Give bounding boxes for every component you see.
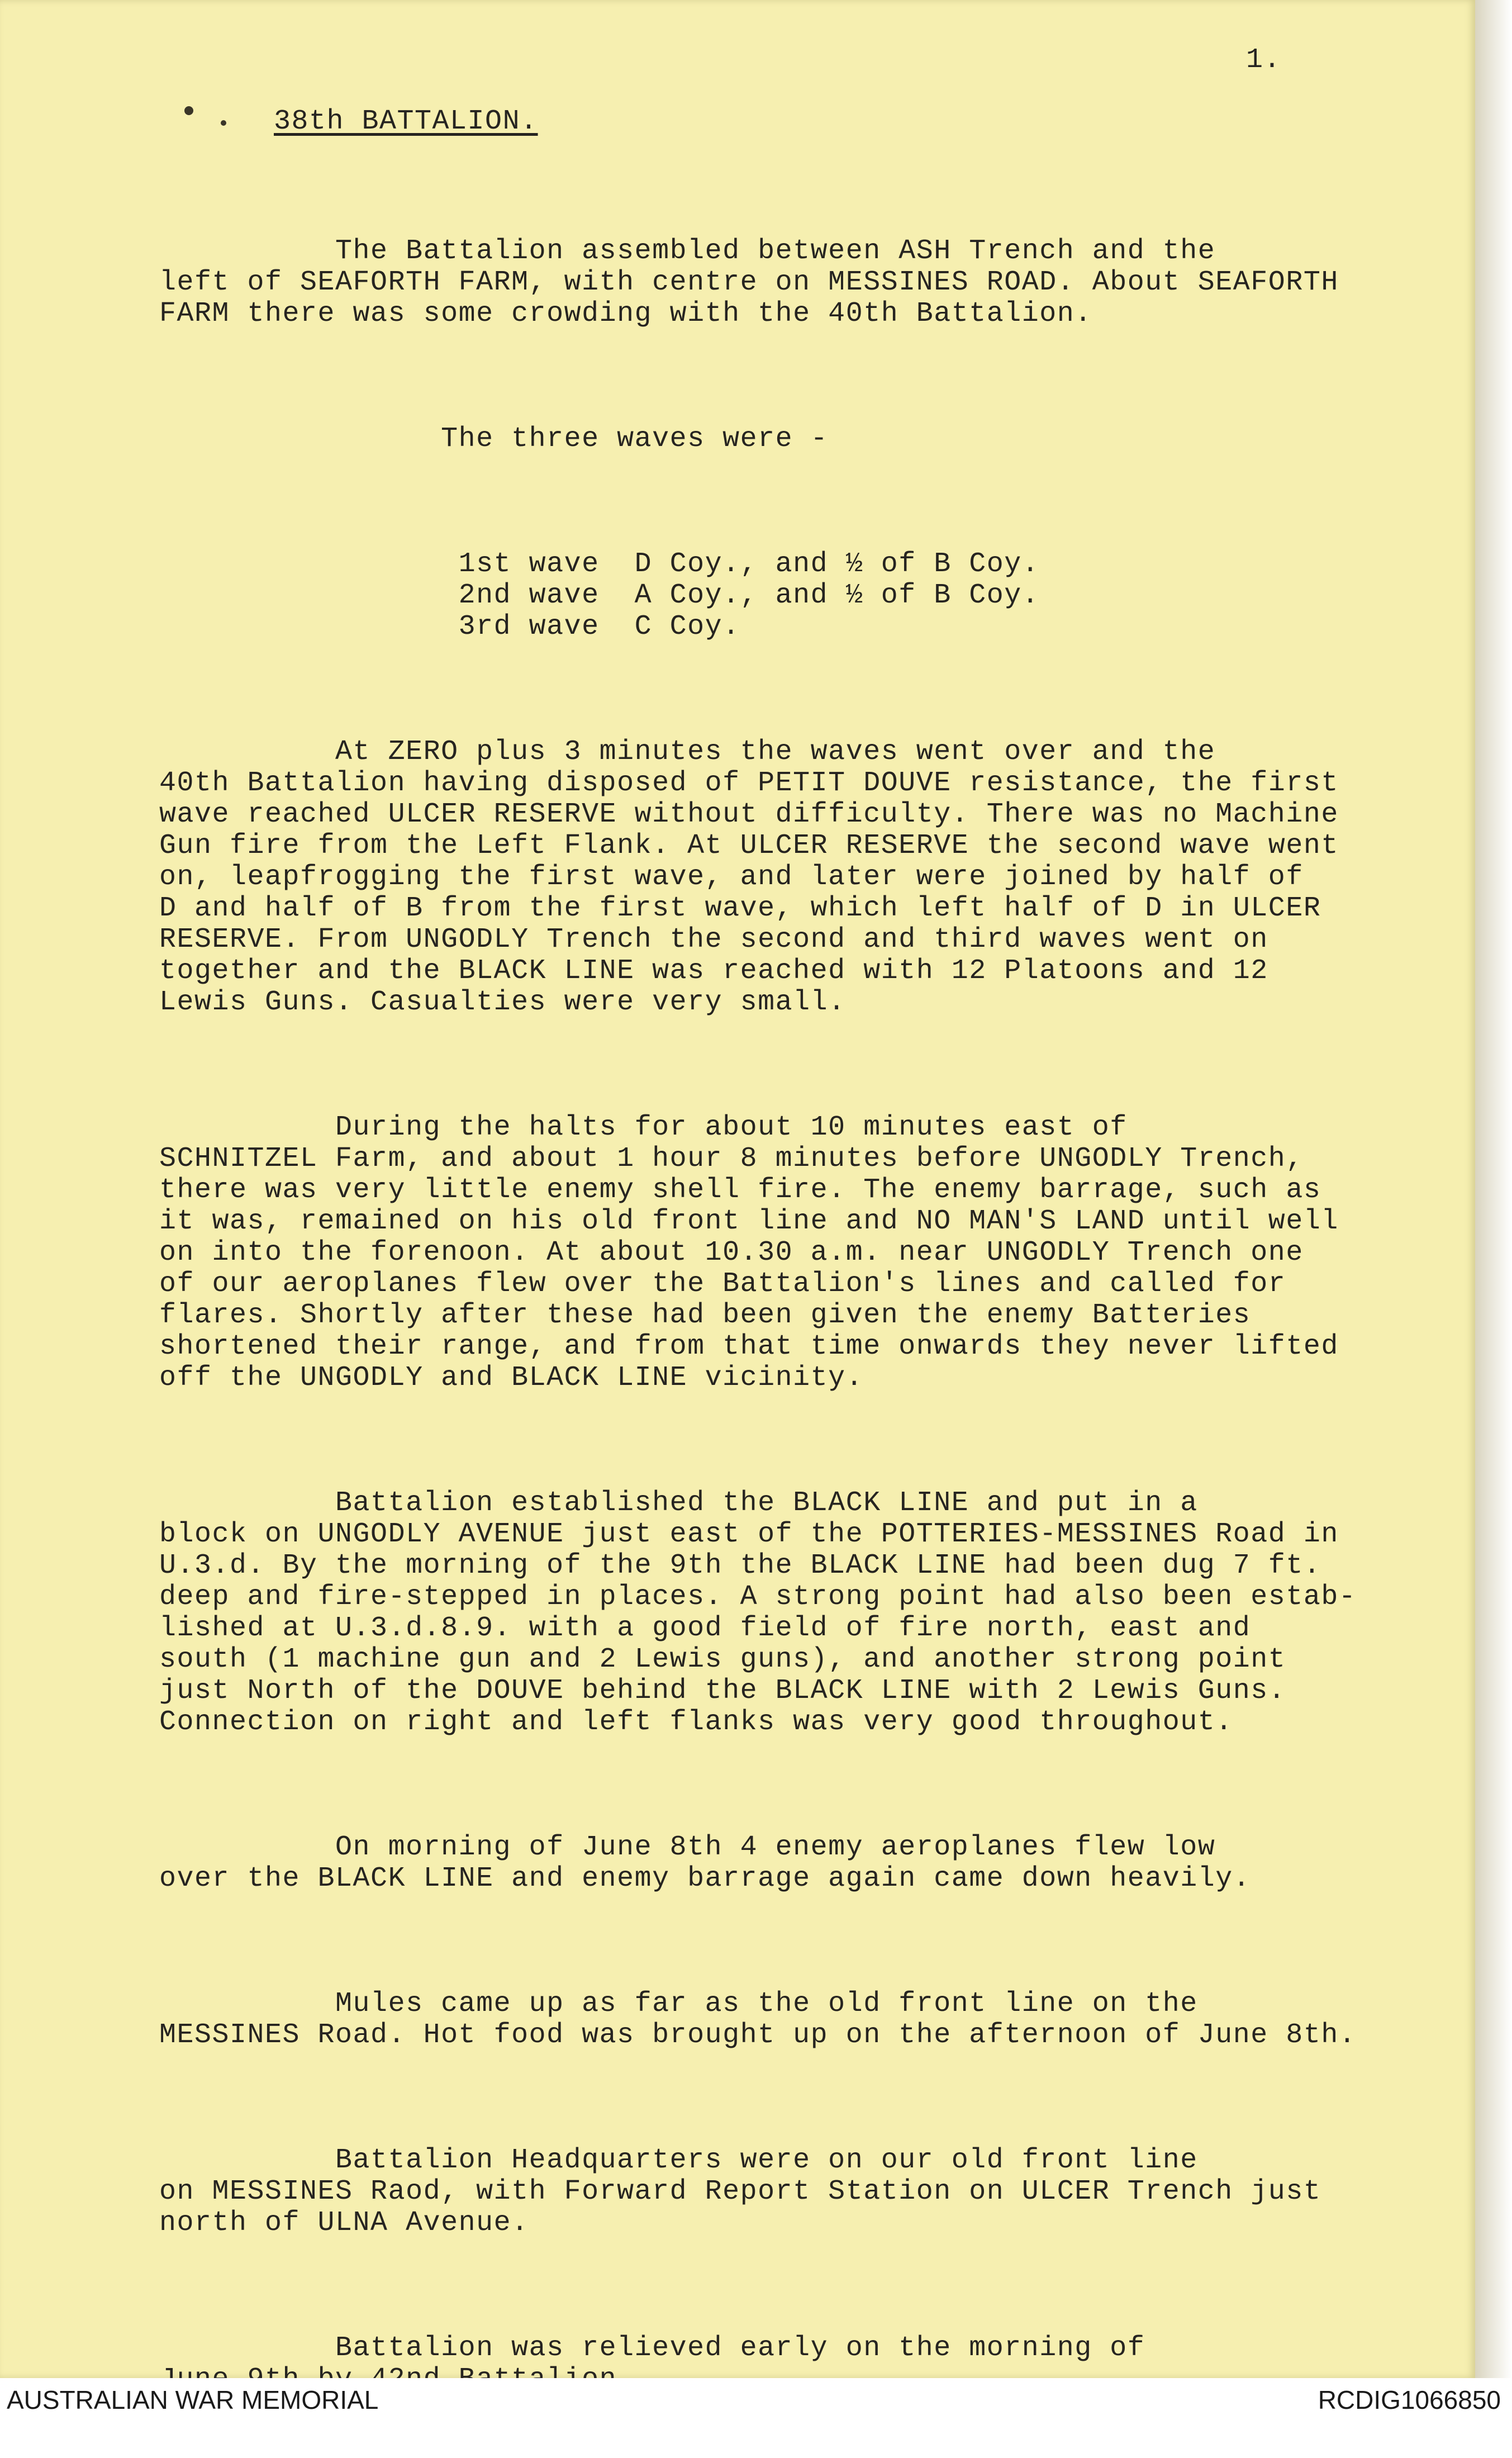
footer-credit: AUSTRALIAN WAR MEMORIAL	[7, 2385, 379, 2414]
footer-bar	[0, 2378, 1512, 2423]
ink-spot	[184, 106, 193, 115]
paragraph-black-line: Battalion established the BLACK LINE and put in a block on UNGODLY AVENUE just east of the POTTERIES-MESSINES Road in U.3.d. By the morning of the 9th the BLACK LINE had been dug 7 ft. deep and fire-stepped in places. A strong point had also been estab- lished at U.3.d.8.9. with a good field of fire north, east and south (1 machine gun and 2 Lewis guns), and another strong point just North of the DOUVE behind the BLACK LINE with 2 Lewis Guns. Connection on right and left flanks was very good throughout.	[159, 1487, 1357, 1738]
document-heading: 38th BATTALION.	[274, 106, 538, 137]
footer-id: RCDIG1066850	[1318, 2385, 1501, 2414]
paragraph-advance: At ZERO plus 3 minutes the waves went over and the 40th Battalion having disposed of PETIT DOUVE resistance, the first wave reached ULCER RESERVE without difficulty. There was no Machine Gun fire from the Left Flank. At ULCER RESERVE the second wave went on, leapfrogging the first wave, and later were joined by half of D and half of B from the first wave, which left half of D in ULCER RESERVE. From UNGODLY Trench the second and third waves went on together and the BLACK LINE was reached with 12 Platoons and 12 Lewis Guns. Casualties were very small.	[159, 736, 1339, 1018]
paragraph-waves-intro: The three waves were -	[159, 423, 829, 455]
page-edge	[1475, 0, 1512, 2378]
document-body	[159, 173, 1356, 2458]
page-number: 1.	[1246, 44, 1282, 76]
ink-spot	[221, 120, 226, 126]
paragraph-aeroplanes: On morning of June 8th 4 enemy aeroplanes flew low over the BLACK LINE and enemy barrage again came down heavily.	[159, 1831, 1251, 1895]
paragraph-assembly: The Battalion assembled between ASH Trench and the left of SEAFORTH FARM, with centre on MESSINES ROAD. About SEAFORTH FARM there was some crowding with the 40th Battalion.	[159, 235, 1339, 330]
paragraph-waves-list: 1st wave D Coy., and ½ of B Coy. 2nd wave A Coy., and ½ of B Coy. 3rd wave C Coy.	[458, 548, 1040, 643]
paragraph-enemy-fire: During the halts for about 10 minutes east of SCHNITZEL Farm, and about 1 hour 8 minutes before UNGODLY Trench, there was very little enemy shell fire. The enemy barrage, such as it was, remained on his old front line and NO MAN'S LAND until well on into the forenoon. At about 10.30 a.m. near UNGODLY Trench one of our aeroplanes flew over the Battalion's lines and called for flares. Shortly after these had been given the enemy Batteries shortened their range, and from that time onwards they never lifted off the UNGODLY and BLACK LINE vicinity.	[159, 1112, 1339, 1394]
paragraph-headquarters: Battalion Headquarters were on our old front line on MESSINES Raod, with Forward Report Station on ULCER Trench just north of ULNA Avenue.	[159, 2144, 1321, 2239]
paragraph-relief: Battalion was relieved early on the morning of	[335, 2332, 1145, 2364]
paragraph-mules: Mules came up as far as the old front line on the MESSINES Road. Hot food was brought up on the afternoon of June 8th.	[159, 1988, 1357, 2051]
